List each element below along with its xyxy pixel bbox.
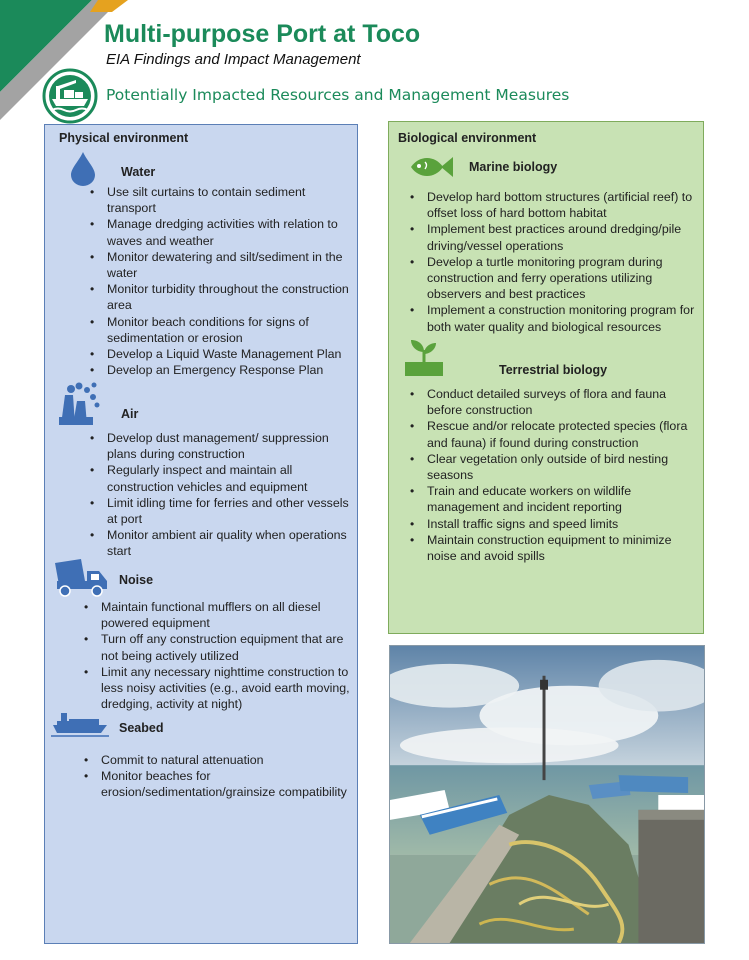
noise-measures-list [81,599,355,712]
list-item: • Turn off any construction equipment that are not being actively utilized [81,631,355,663]
list-item: • Use silt curtains to contain sediment transport [87,184,353,216]
biological-heading: Biological environment [398,131,537,145]
biological-environment-panel [388,121,704,634]
ship-icon [51,711,109,737]
page-title: Multi-purpose Port at Toco [104,20,421,48]
list-item: • Develop a Liquid Waste Management Plan [87,346,353,362]
noise-heading: Noise [119,573,154,587]
air-heading: Air [121,407,139,421]
list-item: • Maintain construction equipment to minimize noise and avoid spills [407,532,697,564]
list-item: • Limit idling time for ferries and other vessels at port [87,495,357,527]
factory-smoke-icon [57,381,101,427]
list-item: • Regularly inspect and maintain all construction vehicles and equipment [87,462,357,494]
air-measures-list [87,430,357,560]
seabed-measures-list [81,752,351,801]
list-item: • Develop an Emergency Response Plan [87,362,353,378]
harbor-photo [389,645,705,944]
list-item: • Develop dust management/ suppression plans during construction [87,430,357,462]
section-title: Potentially Impacted Resources and Management Measures [106,86,570,104]
list-item: • Develop a turtle monitoring program during construction and ferry operations utilizing observers and best practices [407,254,697,303]
list-item: • Monitor beaches for erosion/sedimentation/grainsize compatibility [81,768,351,800]
water-heading: Water [121,165,156,179]
list-item: • Monitor beach conditions for signs of sedimentation or erosion [87,314,353,346]
list-item: • Monitor dewatering and silt/sediment in the water [87,249,353,281]
list-item: • Clear vegetation only outside of bird nesting seasons [407,451,697,483]
marine-biology-heading: Marine biology [469,160,558,174]
list-item: • Implement best practices around dredging/pile driving/vessel operations [407,221,697,253]
physical-environment-panel [44,124,358,944]
list-item: • Limit any necessary nighttime construction to less noisy activities (e.g., avoid earth moving, dredging, activity at night) [81,664,355,713]
page-subtitle: EIA Findings and Impact Management [106,51,361,68]
list-item: • Monitor turbidity throughout the construction area [87,281,353,313]
list-item: • Implement a construction monitoring program for both water quality and biological resources [407,302,697,334]
terrestrial-biology-heading: Terrestrial biology [499,363,608,377]
list-item: • Rescue and/or relocate protected species (flora and fauna) if found during construction [407,418,697,450]
list-item: • Conduct detailed surveys of flora and fauna before construction [407,386,697,418]
list-item: • Monitor ambient air quality when operations start [87,527,357,559]
list-item: • Install traffic signs and speed limits [407,516,697,532]
list-item: • Develop hard bottom structures (artificial reef) to offset loss of hard bottom habitat [407,189,697,221]
port-logo-icon [42,68,98,124]
dump-truck-icon [53,559,109,599]
seabed-heading: Seabed [119,721,164,735]
list-item: • Manage dredging activities with relation to waves and weather [87,216,353,248]
seedling-icon [403,338,445,378]
physical-heading: Physical environment [59,131,189,145]
terrestrial-measures-list [407,386,697,564]
list-item: • Train and educate workers on wildlife management and incident reporting [407,483,697,515]
water-measures-list [87,184,353,378]
list-item: • Maintain functional mufflers on all diesel powered equipment [81,599,355,631]
fish-icon [409,154,455,180]
water-drop-icon [69,151,97,187]
list-item: • Commit to natural attenuation [81,752,351,768]
marine-measures-list [407,189,697,335]
